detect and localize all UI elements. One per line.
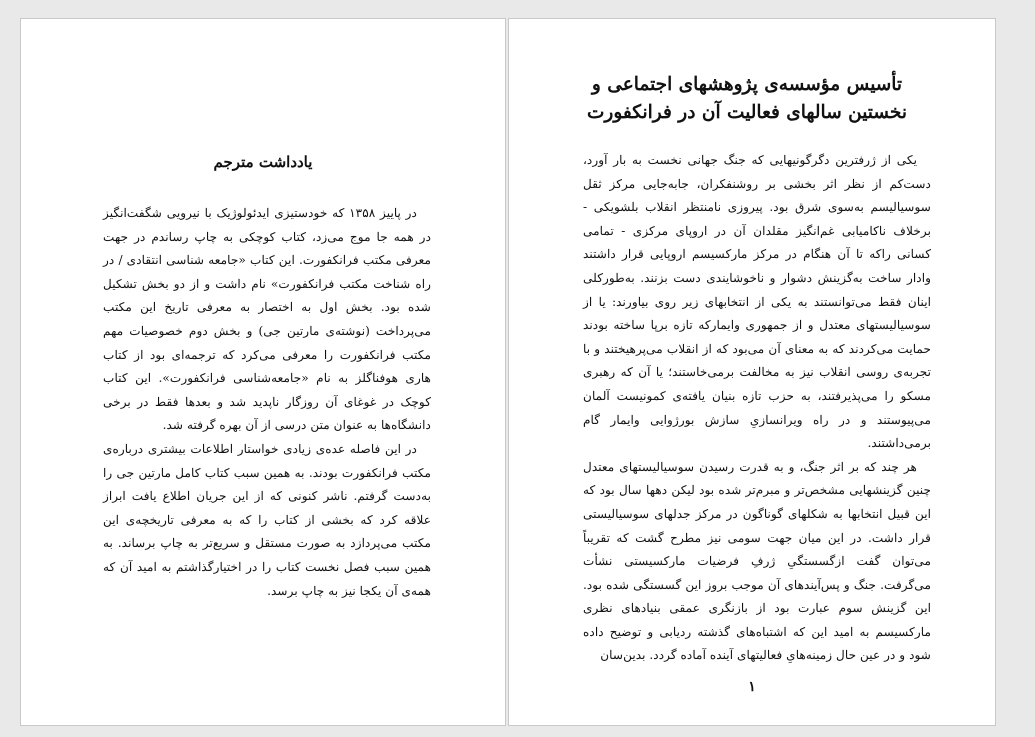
page-number: ۱	[748, 679, 756, 695]
chapter-title-line-2: نخستین سالهای فعالیت آن در فرانکفورت	[587, 102, 907, 123]
translator-note-body	[103, 202, 431, 603]
right-page	[508, 18, 996, 726]
chapter-title-line-1: تأسیس مؤسسه‌ی پژوهشهای اجتماعی و	[591, 74, 903, 95]
chapter-title	[569, 71, 925, 127]
chapter-paragraph-1: یکی از ژرفترین دگرگونیهایی که جنگ جهانی نخست به بار آورد، دست‌کم از نظر اثر بخشی بر روشنفکران، جابه‌جایی مرکز ثقل سوسیالیسم به‌سوی شرق بود. پیروزی نامنتظر انقلاب بلشویکی - برخلاف ناکامیابی غم‌انگیز مقلدان آن در اروپای مرکزی - تمامی کسانی راکه تا آن هنگام در مرکز مارکسیسم اروپایی قرار داشتند وادار ساخت به‌گزینش دشوار و ناخوشایندی دست بزنند. به‌طورکلی اینان فقط می‌توانستند به یکی از انتخابهای زیر روی بیاورند: یا از سوسیالیستهای معتدل و از جمهوری وایمارکه تازه بر‌پا ساخته بودند حمایت می‌کردند که به معنای آن می‌بود که از انقلاب می‌پرهیختند و با تجربه‌ی روسی انقلاب نیز به مخالفت برمی‌خاستند؛ یا آن که رهبری مسکو را می‌پذیرفتند، به حزب تازه بنیان یافته‌ی کمونیست آلمان می‌پیوستند و در راه ویرانسازیِ سازش بورژوایی وایمار گام برمی‌داشتند.	[583, 153, 931, 451]
left-page	[20, 18, 506, 726]
chapter-body	[583, 149, 931, 668]
note-paragraph-2: در این فاصله عده‌ی زیادی خواستار اطلاعات بیشتری درباره‌ی مکتب فرانکفورت بودند. به همین سبب کتاب کامل مارتین جی را به‌دست گرفتم. ناشر کنونی که از این جریان اطلاع یافت ابراز علاقه کرد که بخشی از کتاب را که به معرفی تاریخچه‌ی این مکتب می‌پردازد به صورت مستقل و سریع‌تر به چاپ برساند. به همین سبب فصل نخست کتاب را در اختیارگذاشتم به امید آن که همه‌ی آن یکجا نیز به چاپ برسد.	[103, 441, 431, 598]
note-paragraph-1: در پاییز ۱۳۵۸ که خودستیزی ایدئولوژیک با نیرویی شگفت‌انگیز در همه جا موج می‌زد، کتاب کوچکی به چاپ رساندم در جهت معرفی مکتب فرانکفورت. این کتاب «جامعه شناسی انتقادی / در راه شناخت مکتب فرانکفورت» نام داشت و از دو بخش تشکیل شده بود. بخش اول به اختصار به معرفی تاریخ این مکتب می‌پرداخت (نوشته‌ی مارتین جی) و بخش دوم خصوصیات مهم مکتب فرانکفورت را معرفی می‌کرد که ترجمه‌ای بود از کتاب هاری هوفناگلز به نام «جامعه‌شناسی فرانکفورت». این کتاب کوچک در غوغای آن روزگار ناپدید شد و بعدها فقط در برخی دانشگاه‌ها به عنوان متن درسی از آن بهره گرفته شد.	[103, 206, 431, 433]
chapter-paragraph-2: هر چند که بر اثر جنگ، و به قدرت رسیدن سوسیالیستهای معتدل چنین گزینشهایی مشخص‌تر و مبرم‌تر شده بود لیکن دهها سال بود که این قبیل انتخابها به شکلهای گوناگون در مرکز جدلهای سوسیالیستی قرار داشت. در این میان جهت سومی نیز مطرح گشت که تقریباً می‌توان گفت ازگسستگیِ ژرفِ فرضیات مارکسیستی نشأت می‌گرفت. جنگ و پس‌آیندهای آن موجب بروز این گسستگی شده بود. این گزینش سوم عبارت بود از بازنگری عمقی بنیادهای نظری مارکسیسم به امید این که اشتباه‌های گذشته ردیابی و توضیح داده شود و در عین حال زمینه‌هایِ فعالیتهای آینده آماده گردد. بدین‌سان	[583, 459, 931, 663]
translator-note-title: یادداشت مترجم	[213, 153, 313, 171]
